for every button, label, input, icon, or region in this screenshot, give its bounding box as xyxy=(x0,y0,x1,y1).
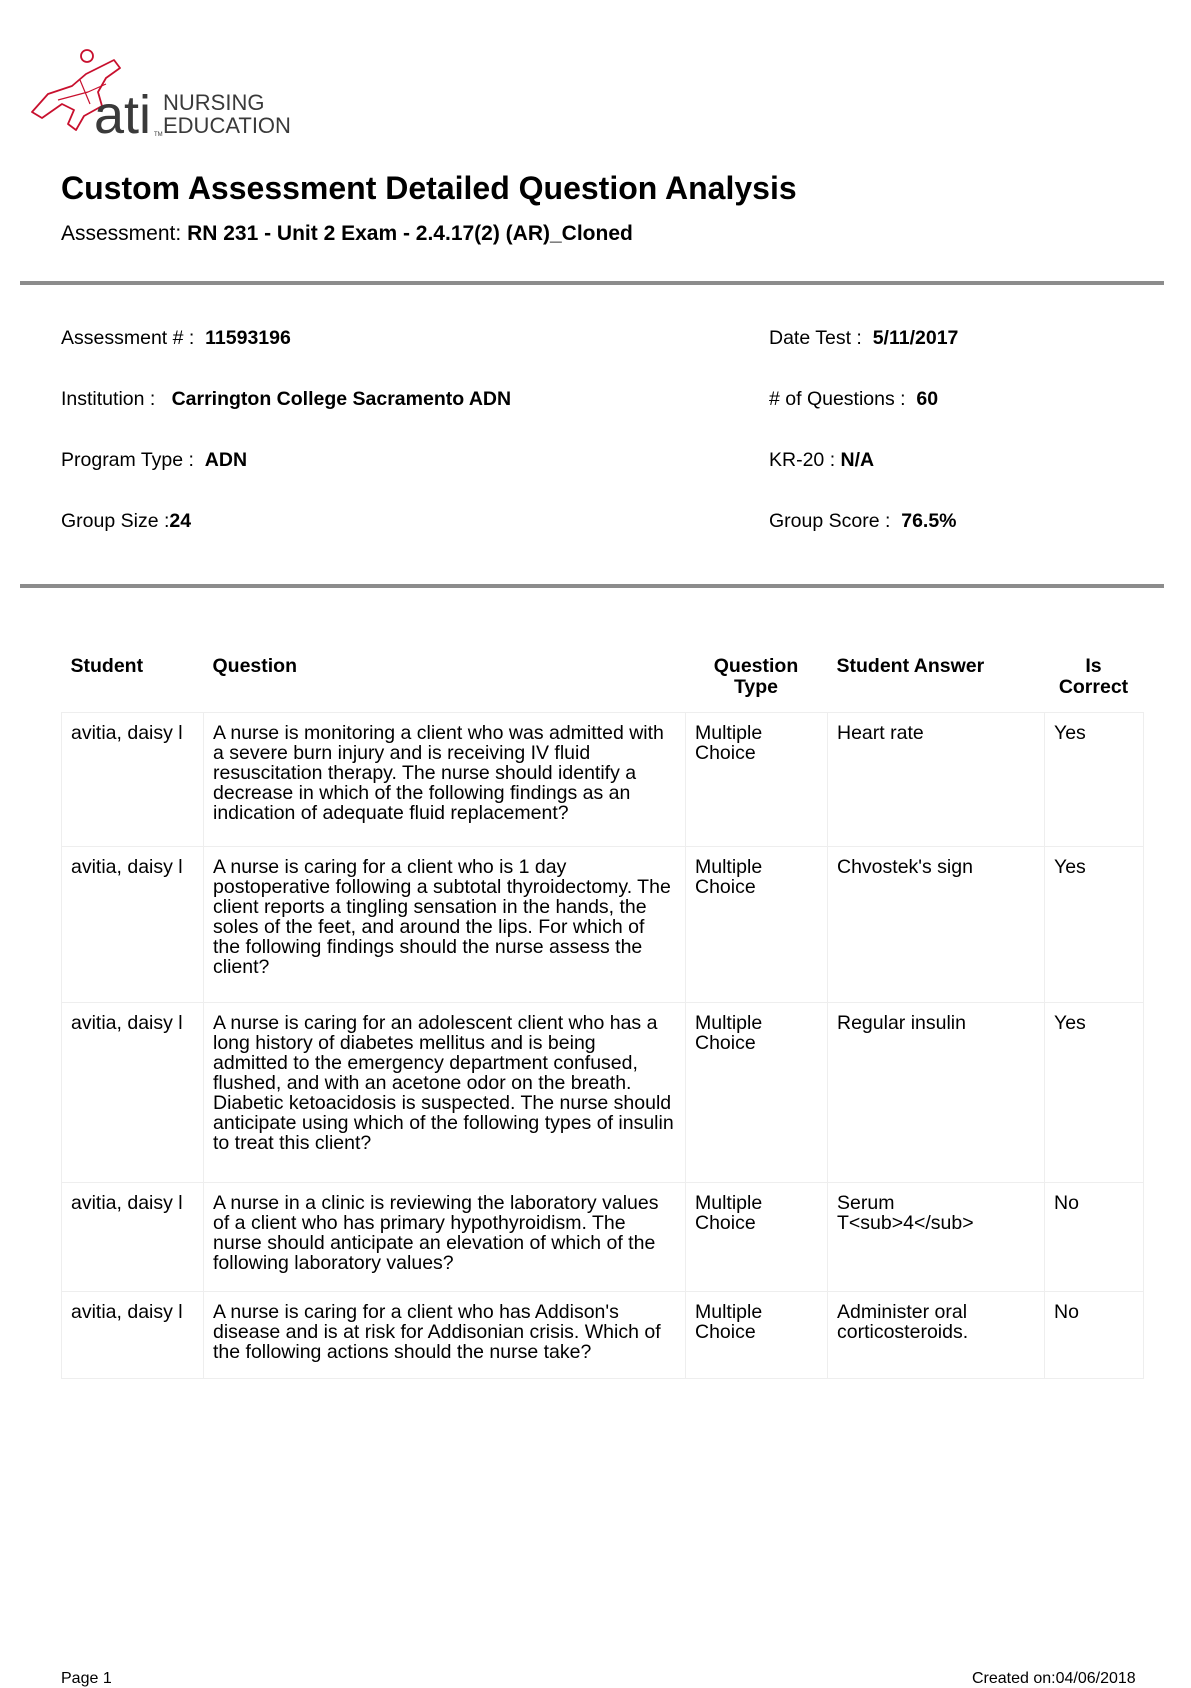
info-kr20 xyxy=(769,449,874,472)
kr20-value: N/A xyxy=(840,449,875,471)
header-question: Question xyxy=(212,655,298,677)
cell-student-answer: Chvostek's sign xyxy=(828,846,1045,1002)
info-group-size xyxy=(61,510,191,533)
table-header-row xyxy=(62,648,1144,712)
group-size-value: 24 xyxy=(169,510,192,532)
logo-trademark: TM xyxy=(154,132,163,138)
group-score-value: 76.5% xyxy=(901,510,957,532)
cell-is-correct: No xyxy=(1045,1291,1144,1378)
header-question-type xyxy=(686,648,828,712)
header-student-answer: Student Answer xyxy=(836,655,985,677)
table-row xyxy=(62,846,1144,1002)
header-is-correct-line1: Is xyxy=(1085,655,1102,677)
cell-student-answer: Regular insulin xyxy=(828,1002,1045,1182)
header-student: Student xyxy=(70,655,144,677)
cell-question-type: Multiple Choice xyxy=(686,846,828,1002)
cell-question-type: Multiple Choice xyxy=(686,1182,828,1291)
cell-question: A nurse is caring for an adolescent client who has a long history of diabetes mellitus and is being admitted to the emergency department confused, flushed, and with an acetone odor on the breath. Diabetic ketoacidosis is suspected. The nurse should anticipate using which of the following types of insulin to treat this client? xyxy=(204,1002,686,1182)
table-row xyxy=(62,712,1144,846)
header-divider xyxy=(20,281,1164,285)
header-is-correct xyxy=(1045,648,1144,712)
num-questions-label: # of Questions : xyxy=(769,388,906,410)
question-analysis-table xyxy=(61,648,1144,1379)
assessment-value: RN 231 - Unit 2 Exam - 2.4.17(2) (AR)_Cloned xyxy=(187,222,633,245)
report-title: Custom Assessment Detailed Question Analysis xyxy=(61,170,797,206)
cell-student: avitia, daisy l xyxy=(62,1182,204,1291)
program-type-value: ADN xyxy=(204,449,248,471)
cell-student: avitia, daisy l xyxy=(62,1002,204,1182)
cell-student-answer: Serum T<sub>4</sub> xyxy=(828,1182,1045,1291)
info-program-type xyxy=(61,449,247,472)
header-question-type-line2: Type xyxy=(733,676,779,698)
cell-question: A nurse is caring for a client who has Addison's disease and is at risk for Addisonian crisis. Which of the following actions should the nurse take? xyxy=(204,1291,686,1378)
header-question-type-line1: Question xyxy=(713,655,799,677)
table-row xyxy=(62,1182,1144,1291)
logo-line2: EDUCATION xyxy=(163,113,291,138)
num-questions-value: 60 xyxy=(916,388,939,410)
ati-logo xyxy=(28,44,298,148)
assessment-number-value: 11593196 xyxy=(205,327,291,349)
kr20-label: KR-20 : xyxy=(769,449,836,471)
info-divider xyxy=(20,584,1164,588)
header-is-correct-line2: Correct xyxy=(1058,676,1129,698)
info-institution xyxy=(61,388,511,411)
cell-is-correct: Yes xyxy=(1045,1002,1144,1182)
cell-question: A nurse is caring for a client who is 1 day postoperative following a subtotal thyroidectomy. The client reports a tingling sensation in the hands, the soles of the feet, and around the lips. For which of the following findings should the nurse assess the client? xyxy=(204,846,686,1002)
assessment-name xyxy=(61,222,633,246)
cell-question-type: Multiple Choice xyxy=(686,712,828,846)
date-test-label: Date Test : xyxy=(769,327,862,349)
cell-student-answer: Heart rate xyxy=(828,712,1045,846)
cell-question: A nurse is monitoring a client who was admitted with a severe burn injury and is receiving IV fluid resuscitation therapy. The nurse should identify a decrease in which of the following findings as an indication of adequate fluid replacement? xyxy=(204,712,686,846)
cell-student-answer: Administer oral corticosteroids. xyxy=(828,1291,1045,1378)
cell-is-correct: Yes xyxy=(1045,846,1144,1002)
cell-student: avitia, daisy l xyxy=(62,846,204,1002)
cell-is-correct: No xyxy=(1045,1182,1144,1291)
group-score-label: Group Score : xyxy=(769,510,891,532)
info-group-score xyxy=(769,510,957,533)
cell-question-type: Multiple Choice xyxy=(686,1002,828,1182)
info-assessment-number xyxy=(61,327,291,350)
cell-student: avitia, daisy l xyxy=(62,1291,204,1378)
cell-student: avitia, daisy l xyxy=(62,712,204,846)
assessment-number-label: Assessment # : xyxy=(61,327,195,349)
info-date-test xyxy=(769,327,958,350)
date-test-value: 5/11/2017 xyxy=(872,327,959,349)
table-row xyxy=(62,1002,1144,1182)
cell-is-correct: Yes xyxy=(1045,712,1144,846)
page-number: Page 1 xyxy=(61,1670,112,1687)
cell-question: A nurse in a clinic is reviewing the laboratory values of a client who has primary hypothyroidism. The nurse should anticipate an elevation of which of the following laboratory values? xyxy=(204,1182,686,1291)
info-num-questions xyxy=(769,388,938,411)
table-row xyxy=(62,1291,1144,1378)
logo-mark: ati xyxy=(94,85,152,145)
program-type-label: Program Type : xyxy=(61,449,194,471)
created-date: Created on:04/06/2018 xyxy=(972,1670,1136,1687)
assessment-label: Assessment: xyxy=(61,222,182,245)
institution-value: Carrington College Sacramento ADN xyxy=(171,388,512,410)
institution-label: Institution : xyxy=(61,388,156,410)
cell-question-type: Multiple Choice xyxy=(686,1291,828,1378)
logo-line1: NURSING xyxy=(163,90,265,115)
group-size-label: Group Size : xyxy=(61,510,170,532)
